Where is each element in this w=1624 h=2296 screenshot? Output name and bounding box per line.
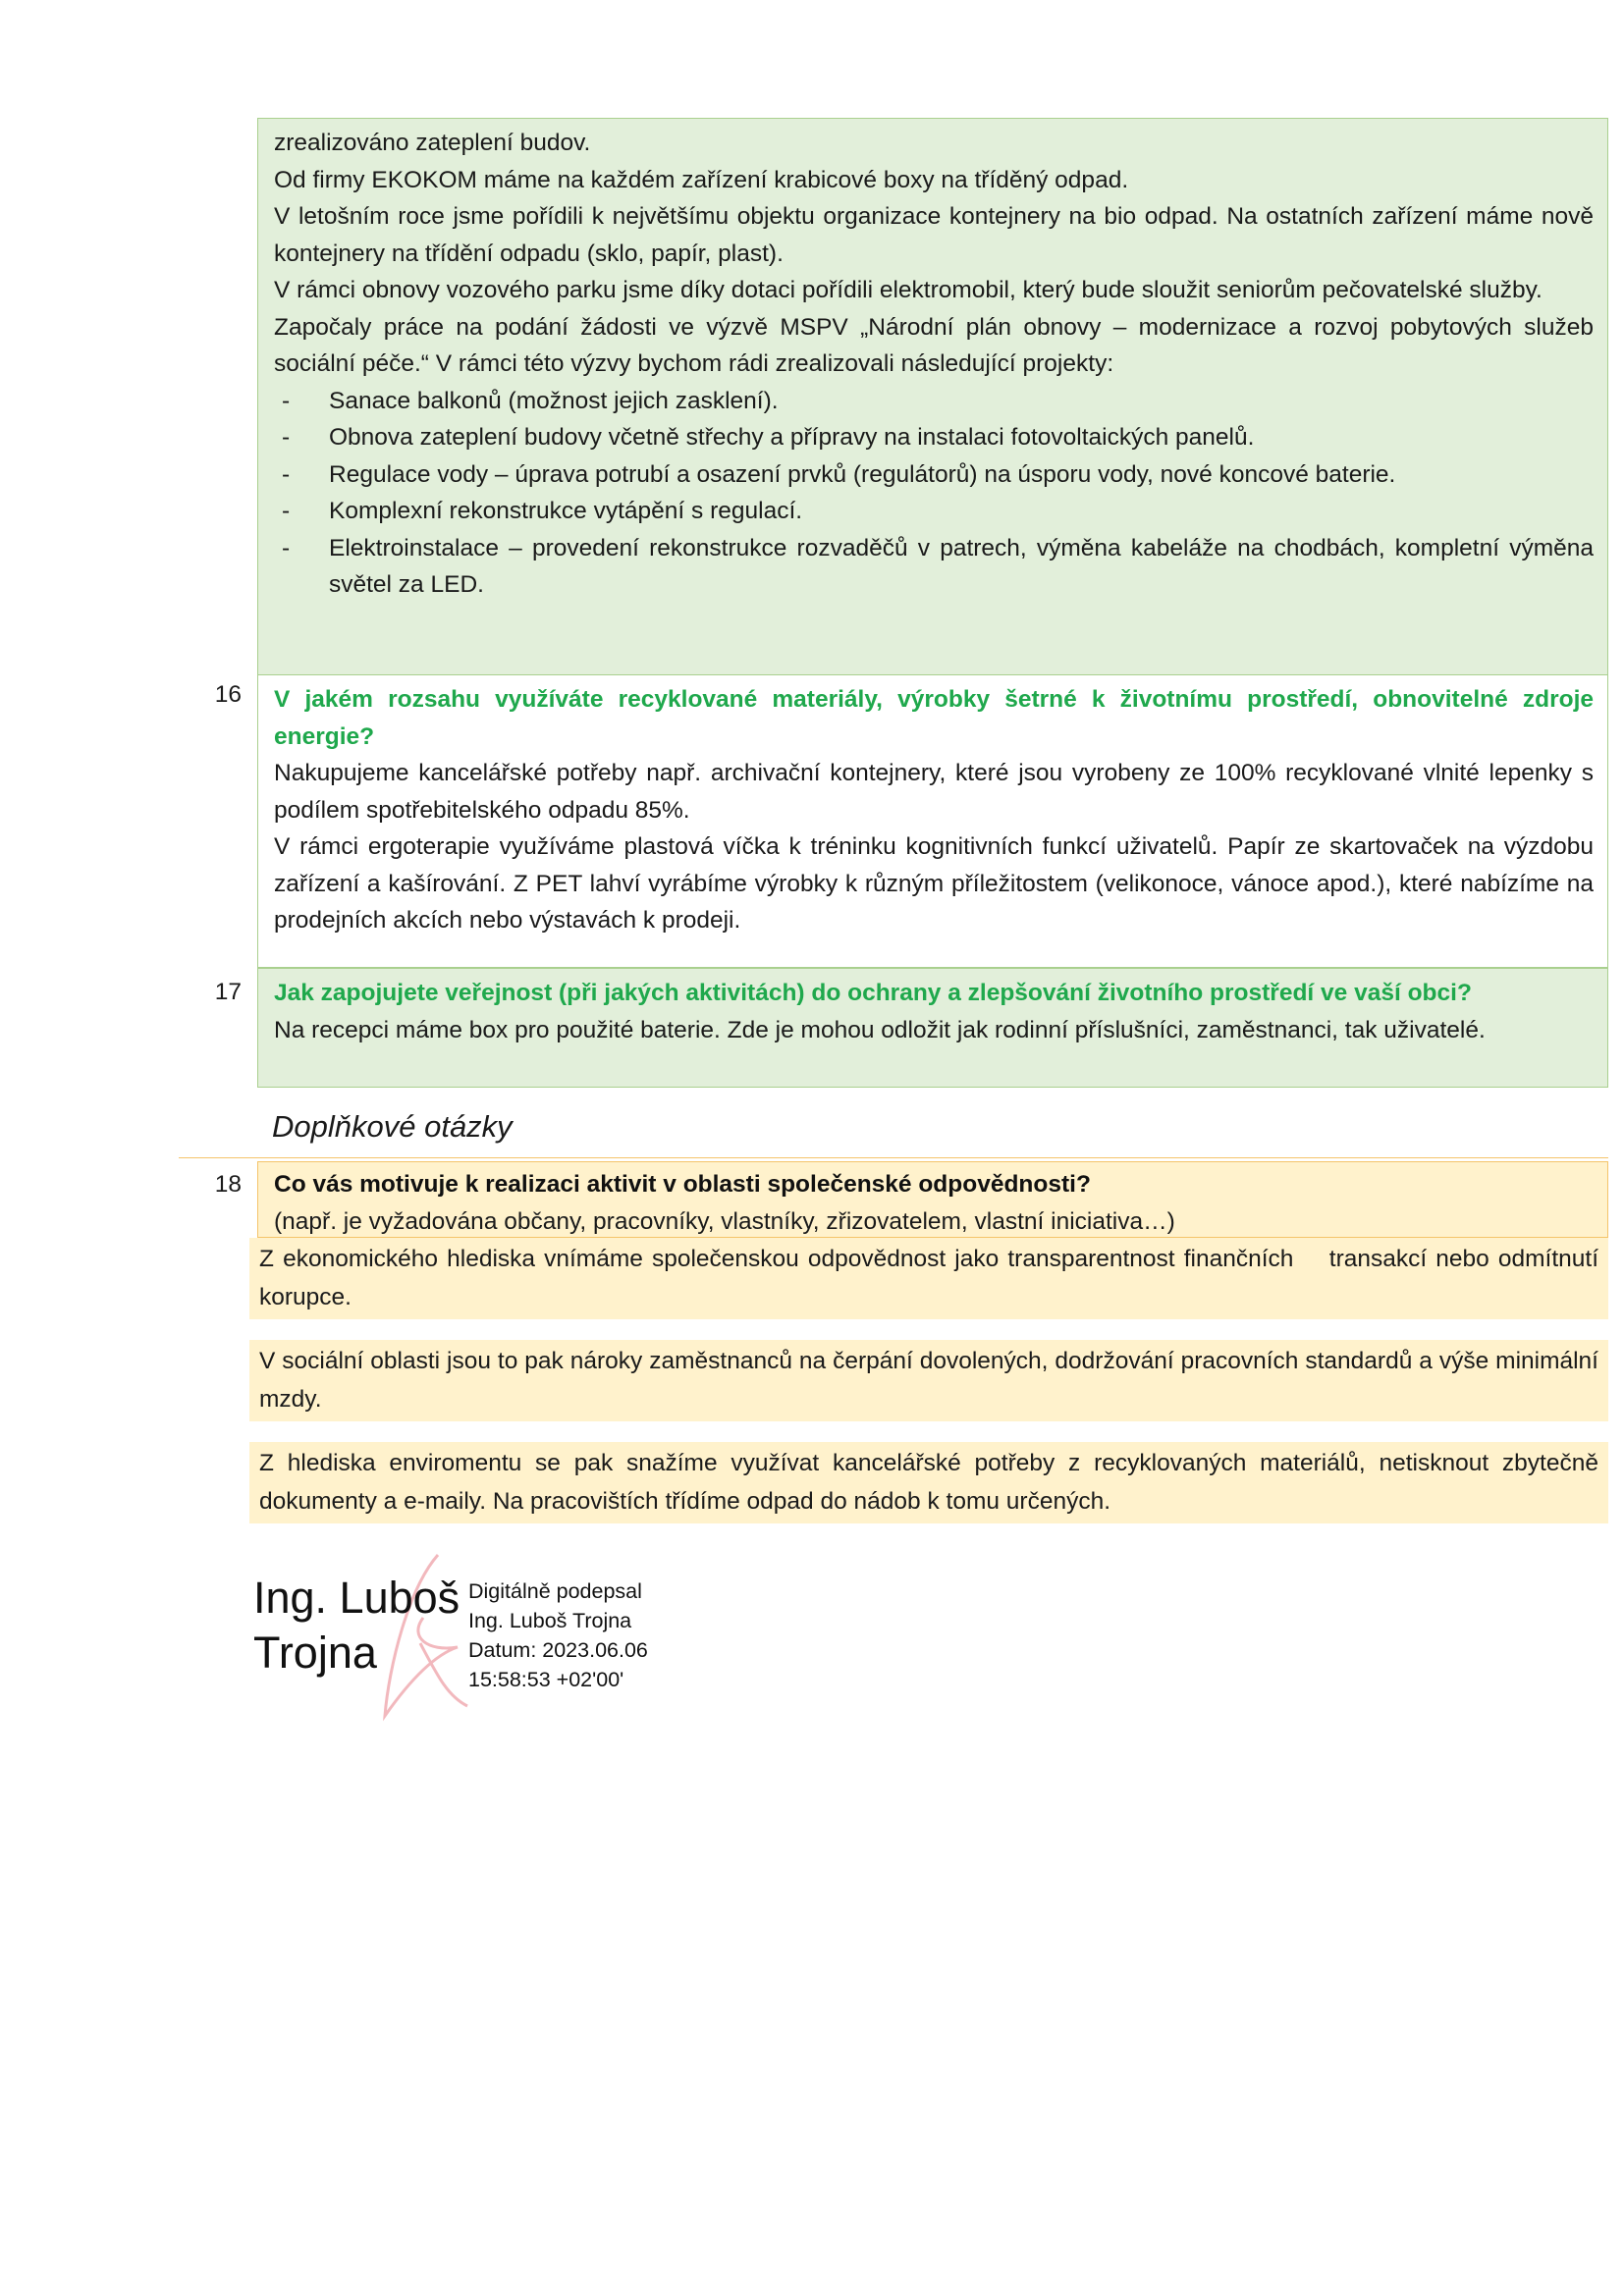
- question-number-16: 16: [214, 681, 242, 708]
- answer-17: Na recepci máme box pro použité baterie. Zde je mohou odložit jak rodinní příslušníci, zaměstnanci, tak uživatelé.: [274, 1016, 1486, 1043]
- signer-name: [253, 1571, 460, 1681]
- signature-info-line: Ing. Luboš Trojna: [468, 1609, 632, 1632]
- section-16-box: [257, 675, 1608, 968]
- question-18-hint: (např. je vyžadována občany, pracovníky, vlastníky, zřizovatelem, vlastní iniciativa…): [274, 1207, 1175, 1235]
- signature-details: [468, 1576, 648, 1694]
- answer-16-paragraph-1: Nakupujeme kancelářské potřeby např. archivační kontejnery, které jsou vyrobeny ze 100% recyklované vlnité lepenky s podílem spotřebitelského odpadu 85%.: [274, 760, 1594, 824]
- list-item: - Sanace balkonů (možnost jejich zasklení).: [274, 383, 1594, 420]
- answer-18-paragraph-1: [249, 1238, 1608, 1319]
- section-15-box: [257, 118, 1608, 675]
- signer-name-line-1: Ing. Luboš: [253, 1573, 460, 1623]
- signature-info-line: 15:58:53 +02'00': [468, 1668, 624, 1691]
- question-number-18: 18: [214, 1171, 242, 1198]
- signature-info-line: Datum: 2023.06.06: [468, 1638, 648, 1662]
- section-15-paragraph-5: Započaly práce na podání žádosti ve výzvě MSPV „Národní plán obnovy – modernizace a rozvoj pobytových služeb sociální péče.“ V rámci této výzvy bychom rádi zrealizovali následující projekty:: [274, 313, 1594, 377]
- section-15-line-1: zrealizováno zateplení budov.: [274, 130, 591, 156]
- list-item: - Komplexní rekonstrukce vytápění s regulací.: [274, 493, 1594, 530]
- section-17-box: [257, 968, 1608, 1088]
- list-item: - Obnova zateplení budovy včetně střechy a přípravy na instalaci fotovoltaických panelů.: [274, 419, 1594, 456]
- question-16: V jakém rozsahu využíváte recyklované materiály, výrobky šetrné k životnímu prostředí, obnovitelné zdroje energie?: [274, 686, 1594, 750]
- question-18: Co vás motivuje k realizaci aktivit v oblasti společenské odpovědnosti?: [274, 1171, 1091, 1198]
- answer-18-paragraph-3: [249, 1442, 1608, 1523]
- answer-18-paragraph-2: [249, 1340, 1608, 1421]
- section-15-paragraph-3: V letošním roce jsme pořídili k největšímu objektu organizace kontejnery na bio odpad. Na ostatních zařízení máme nově kontejnery na třídění odpadu (sklo, papír, plast).: [274, 203, 1594, 267]
- signature-info-line: Digitálně podepsal: [468, 1579, 642, 1603]
- answer-18-text-3: Z hlediska enviromentu se pak snažíme využívat kancelářské potřeby z recyklovaných materiálů, netisknout zbytečně dokumenty a e-maily. Na pracovištích třídíme odpad do nádob k tomu určených.: [259, 1450, 1598, 1515]
- section-15-paragraph-4: V rámci obnovy vozového parku jsme díky dotaci pořídili elektromobil, který bude sloužit seniorům pečovatelské služby.: [274, 277, 1543, 303]
- answer-18-text-2: V sociální oblasti jsou to pak nároky zaměstnanců na čerpání dovolených, dodržování pracovních standardů a výše minimální mzdy.: [259, 1348, 1598, 1413]
- answer-16-paragraph-2: V rámci ergoterapie využíváme plastová víčka k tréninku kognitivních funkcí uživatelů. Papír ze skartovaček na výzdobu zařízení a kašírování. Z PET lahví vyrábíme výrobky k různým příležitostem (velikonoce, vánoce apod.), které nabízíme na prodejních akcích nebo výstavách k prodeji.: [274, 833, 1594, 934]
- signer-name-line-2: Trojna: [253, 1628, 377, 1678]
- section-divider: [179, 1157, 1608, 1158]
- list-item: - Regulace vody – úprava potrubí a osazení prvků (regulátorů) na úsporu vody, nové koncové baterie.: [274, 456, 1594, 494]
- question-17: Jak zapojujete veřejnost (při jakých aktivitách) do ochrany a zlepšování životního prostředí ve vaší obci?: [274, 980, 1472, 1006]
- answer-18-text-1: Z ekonomického hlediska vnímáme společenskou odpovědnost jako transparentnost finančních transakcí nebo odmítnutí korupce.: [259, 1246, 1605, 1310]
- supplementary-questions-heading: Doplňkové otázky: [272, 1109, 513, 1144]
- list-item: - Elektroinstalace – provedení rekonstrukce rozvaděčů v patrech, výměna kabeláže na chodbách, kompletní výměna světel za LED.: [274, 530, 1594, 604]
- section-18-question-box: [257, 1161, 1608, 1238]
- question-number-17: 17: [214, 979, 242, 1005]
- project-list: [274, 383, 1594, 604]
- section-15-line-2: Od firmy EKOKOM máme na každém zařízení krabicové boxy na tříděný odpad.: [274, 166, 1129, 193]
